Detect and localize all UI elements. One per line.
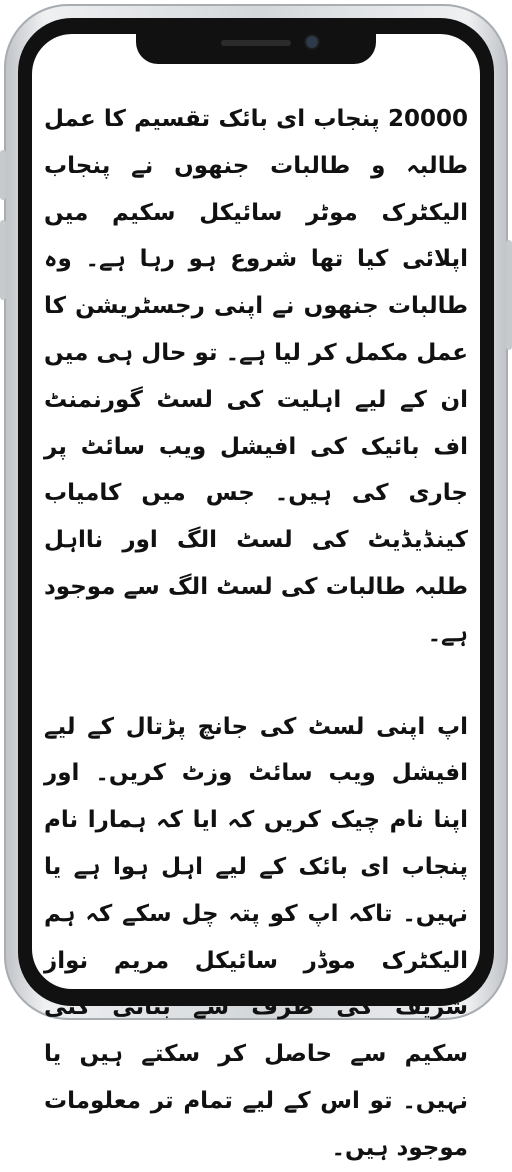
volume-up-button	[0, 150, 6, 200]
article-paragraph-1: 20000 پنجاب ای بائک تقسیم کا عمل طالبہ و طالبات جنھوں نے پنجاب الیکٹرک موٹر سائیکل سکیم میں اپلائی کیا تھا شروع ہو رہا ہے۔ وہ طالبات جنھوں نے اپنی رجسٹریشن کا عمل مکمل کر لیا ہے۔ تو حال ہی میں ان کے لیے اہلیت کی لسٹ گورنمنٹ اف بائیک کی افیشل ویب سائٹ پر جاری کی ہیں۔ جس میں کامیاب کینڈیڈیٹ کی لسٹ الگ اور نااہل طلبہ طالبات کی لسٹ الگ سے موجود ہے۔	[44, 106, 468, 647]
power-button	[506, 240, 512, 350]
volume-down-button	[0, 220, 6, 300]
article-paragraph-2: اپ اپنی لسٹ کی جانچ پڑتال کے لیے افیشل ویب سائٹ وزٹ کریں۔ اور اپنا نام چیک کریں کہ ایا کہ ہمارا نام پنجاب ای بائک کے لیے اہل ہوا ہے یا نہیں۔ تاکہ اپ کو پتہ چل سکے کہ ہم الیکٹرک موڈر سائیکل مریم نواز شریف کی طرف سے بنائی گئی سکیم سے حاصل کر سکتے ہیں یا نہیں۔ تو اس کے لیے تمام تر معلومات موجود ہیں۔	[44, 713, 468, 1161]
speaker-grille	[221, 40, 291, 46]
front-camera-icon	[306, 36, 318, 48]
phone-screen	[32, 34, 480, 1161]
phone-notch	[136, 34, 376, 64]
article-body	[32, 96, 480, 1172]
